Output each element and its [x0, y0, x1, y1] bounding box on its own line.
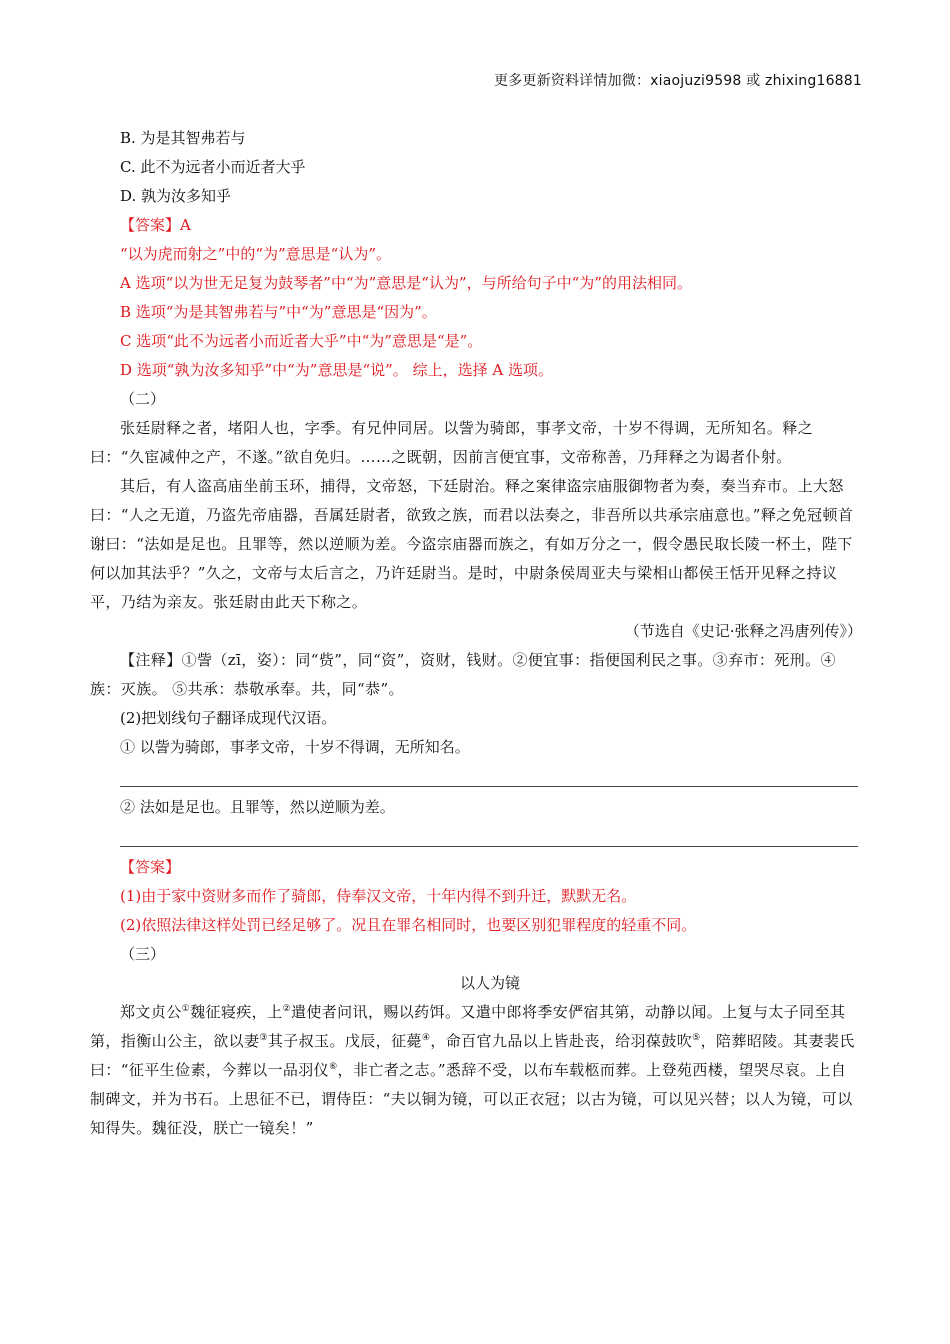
- section-label-2: （二）: [120, 390, 166, 408]
- section-label-3: （三）: [120, 945, 166, 963]
- passage-paragraph: [90, 998, 860, 1143]
- passage-paragraph: [90, 472, 860, 617]
- answer-explanation-line: “以为虎而射之”中的“为”意思是“认为”。: [120, 245, 392, 263]
- answer-label: 【答案】A: [120, 216, 191, 234]
- translation-question: (2)把划线句子翻译成现代汉语。: [120, 709, 337, 727]
- translation-sentence-1: ① 以訾为骑郎，事孝文帝，十岁不得调，无所知名。: [120, 738, 470, 756]
- notes-paragraph: [90, 646, 860, 704]
- footnote-marker: ⑥: [329, 1062, 338, 1072]
- notes-text: 【注释】①訾（zī，姿）：同“赀”，同“资”，资财，钱财。②便宜事：指便国利民之事。③弃市：死刑。④族：灭族。 ⑤共承：恭敬承奉。共，同“恭”。: [90, 651, 836, 698]
- answer-explanation-line: D 选项“孰为汝多知乎”中“为”意思是“说”。 综上，选择 A 选项。: [120, 361, 553, 379]
- answer-explanation-line: A 选项“以为世无足复为鼓琴者”中“为”意思是“认为”，与所给句子中“为”的用法相同。: [120, 274, 692, 292]
- passage-text: 郑文贞公①魏征寝疾，上②遣使者问讯，赐以药饵。又遣中郎将季安俨宿其第，动静以闻。上复与太子同至其第，指衡山公主，欲以妻③其子叔玉。戊辰，征薨④，命百官九品以上皆赴丧，给羽葆鼓吹⑤，陪葬昭陵。其妻裴氏曰：“征平生俭素，今葬以一品羽仪⑥，非亡者之志。”悉辞不受，以布车载柩而葬。上登苑西楼，望哭尽哀。上自制碑文，并为书石。上思征不已，谓侍臣：“夫以铜为镜，可以正衣冠；以古为镜，可以见兴替；以人为镜，可以知得失。魏征没，朕亡一镜矣！”: [90, 1003, 855, 1137]
- translation-sentence-2: ② 法如是足也。且罪等，然以逆顺为差。: [120, 798, 395, 816]
- passage-text: 其后，有人盗高庙坐前玉环，捕得，文帝怒，下廷尉治。释之案律盗宗庙服御物者为奏，奏当弃市。上大怒曰：“人之无道，乃盗先帝庙器，吾属廷尉者，欲致之族，而君以法奏之，非吾所以共承宗庙意也。”释之免冠顿首谢曰：“法如是足也。且罪等，然以逆顺为差。今盗宗庙器而族之，有如万分之一，假令愚民取长陵一杯土，陛下何以加其法乎？”久之，文帝与太后言之，乃许廷尉当。是时，中尉条侯周亚夫与梁相山都侯王恬开见释之持议平，乃结为亲友。张廷尉由此天下称之。: [90, 477, 854, 611]
- passage-title: 以人为镜: [459, 974, 520, 992]
- answer-translation-2: (2)依照法律这样处罚已经足够了。况且在罪名相同时，也要区别犯罪程度的轻重不同。: [120, 916, 697, 934]
- page-header-contact: 更多更新资料详情加微：xiaojuzi9598 或 zhixing16881: [493, 73, 862, 89]
- passage-paragraph: [90, 414, 860, 472]
- answer-explanation-line: B 选项“为是其智弗若与”中“为”意思是“因为”。: [120, 303, 437, 321]
- footnote-marker: ④: [421, 1033, 431, 1043]
- answer-label-2: 【答案】: [120, 858, 181, 876]
- option-b: B. 为是其智弗若与: [120, 129, 246, 147]
- option-c: C. 此不为远者小而近者大乎: [120, 158, 306, 176]
- footnote-marker: ③: [259, 1033, 268, 1043]
- document-body: [90, 124, 862, 1143]
- footnote-marker: ①: [181, 1004, 191, 1014]
- answer-translation-1: (1)由于家中资财多而作了骑郎，侍奉汉文帝，十年内得不到升迁，默默无名。: [120, 887, 637, 905]
- passage-text: 张廷尉释之者，堵阳人也，字季。有兄仲同居。以訾为骑郎，事孝文帝，十岁不得调，无所知名。释之曰：“久宦减仲之产，不遂。”欲自免归。……之既朝，因前言便宜事，文帝称善，乃拜释之为谒者仆射。: [90, 419, 814, 466]
- footnote-marker: ②: [282, 1004, 291, 1014]
- answer-explanation-line: C 选项“此不为远者小而近者大乎”中“为”意思是“是”。: [120, 332, 483, 350]
- option-d: D. 孰为汝多知乎: [120, 187, 232, 205]
- footnote-marker: ⑤: [692, 1033, 701, 1043]
- passage-source: （节选自《史记·张释之冯唐列传》）: [624, 622, 862, 640]
